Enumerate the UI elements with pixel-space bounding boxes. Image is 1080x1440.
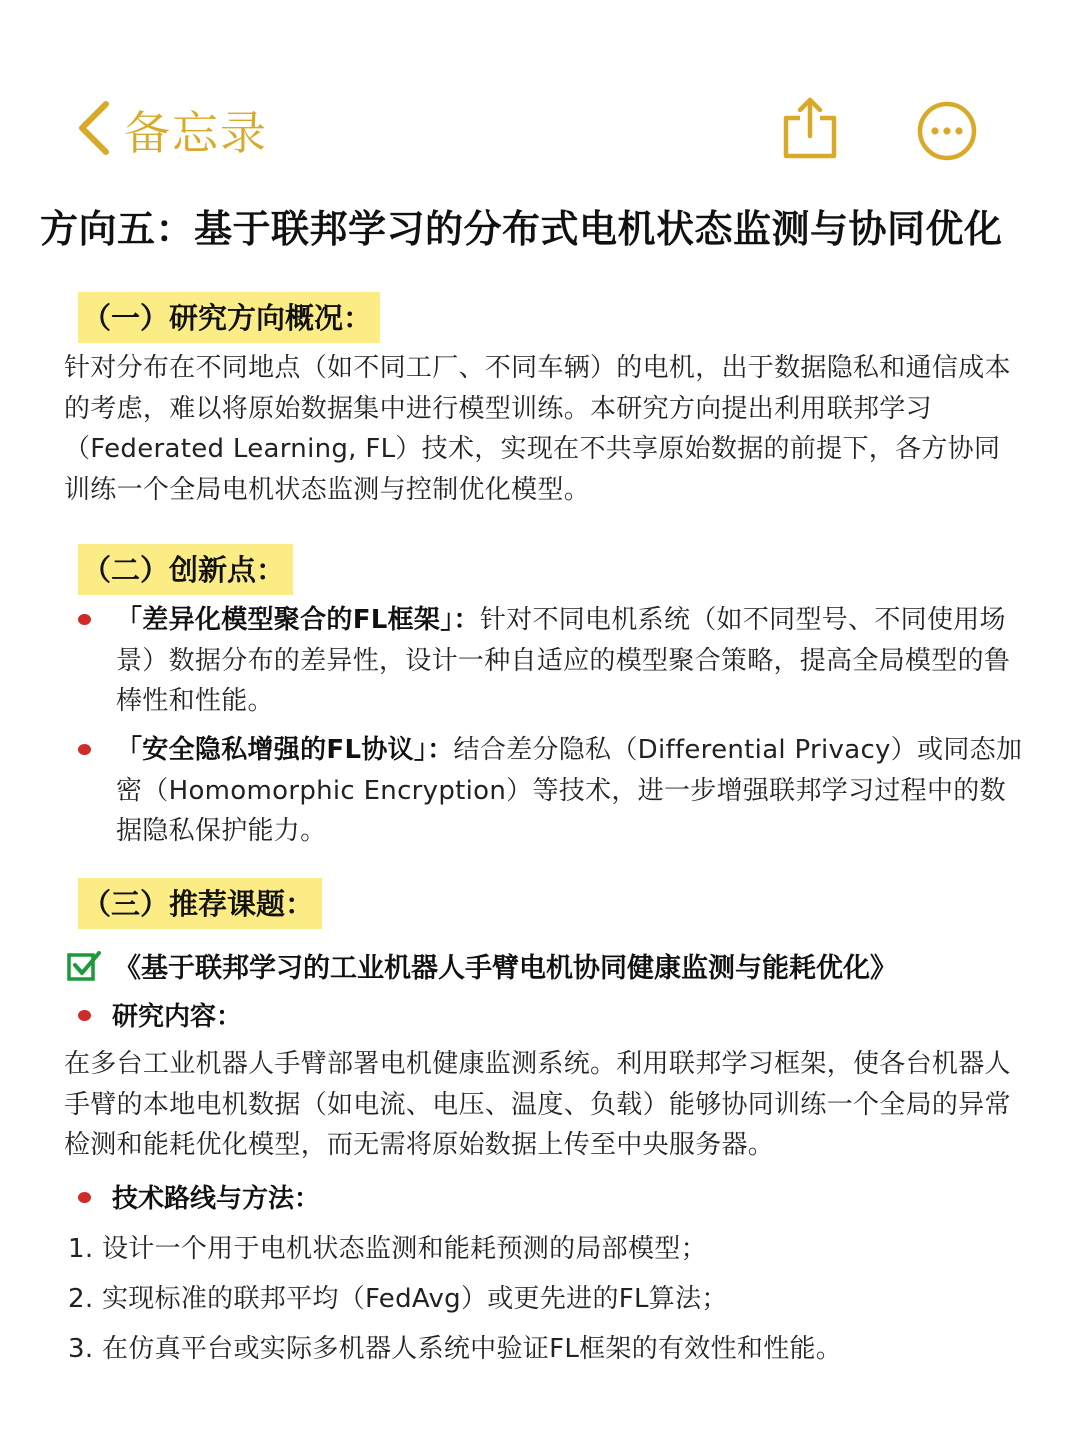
share-button[interactable] — [780, 96, 840, 160]
chevron-left-icon — [72, 98, 116, 162]
innovation-item — [116, 730, 1024, 852]
section-heading-overview: （一）研究方向概况： — [78, 292, 380, 343]
research-content-paragraph: 在多台工业机器人手臂部署电机健康监测系统。利用联邦学习框架，使各台机器人手臂的本地电机数据（如电流、电压、温度、负载）能够协同训练一个全局的异常检测和能耗优化模型，而无需将原始数据上传至中央服务器。 — [64, 1049, 1011, 1160]
note-title: 方向五：基于联邦学习的分布式电机状态监测与协同优化 — [40, 207, 1003, 251]
innovation-item-label: 「安全隐私增强的FL协议」： — [116, 735, 454, 765]
method-step: 2. 实现标准的联邦平均（FedAvg）或更先进的FL算法； — [68, 1284, 728, 1314]
innovation-item-text: 针对不同电机系统（如不同型号、不同使用场景）数据分布的差异性，设计一种自适应的模型聚合策略，提高全局模型的鲁棒性和性能。 — [116, 605, 1011, 716]
back-button[interactable] — [72, 98, 268, 162]
more-button[interactable] — [916, 100, 978, 162]
more-icon — [916, 100, 978, 162]
section-heading-innovation: （二）创新点： — [78, 544, 293, 595]
overview-paragraph: 针对分布在不同地点（如不同工厂、不同车辆）的电机，出于数据隐私和通信成本的考虑，难以将原始数据集中进行模型训练。本研究方向提出利用联邦学习（Federated Learning, FL）技术，实现在不共享原始数据的前提下，各方协同训练一个全局电机状态监测与控制优化模型。 — [64, 353, 1011, 505]
back-label: 备忘录 — [124, 106, 268, 160]
bullet-icon — [78, 1192, 91, 1203]
innovation-item-label: 「差异化模型聚合的FL框架」： — [116, 605, 480, 635]
bullet-icon — [78, 1010, 91, 1021]
bullet-icon — [78, 614, 91, 625]
checkbox-checked-icon — [66, 948, 102, 982]
innovation-item — [116, 600, 1024, 722]
bullet-icon — [78, 744, 91, 755]
method-step: 1. 设计一个用于电机状态监测和能耗预测的局部模型； — [68, 1234, 707, 1264]
share-icon — [780, 96, 840, 160]
section-heading-topics: （三）推荐课题： — [78, 878, 322, 929]
recommended-topic: 《基于联邦学习的工业机器人手臂电机协同健康监测与能耗优化》 — [114, 953, 897, 984]
method-step: 3. 在仿真平台或实际多机器人系统中验证FL框架的有效性和性能。 — [68, 1334, 843, 1364]
nav-bar — [0, 0, 1080, 180]
research-content-label: 研究内容： — [112, 1002, 243, 1032]
method-label: 技术路线与方法： — [112, 1184, 321, 1214]
innovation-item-text: 结合差分隐私（Differential Privacy）或同态加密（Homomorphic Encryption）等技术，进一步增强联邦学习过程中的数据隐私保护能力。 — [116, 735, 1023, 846]
